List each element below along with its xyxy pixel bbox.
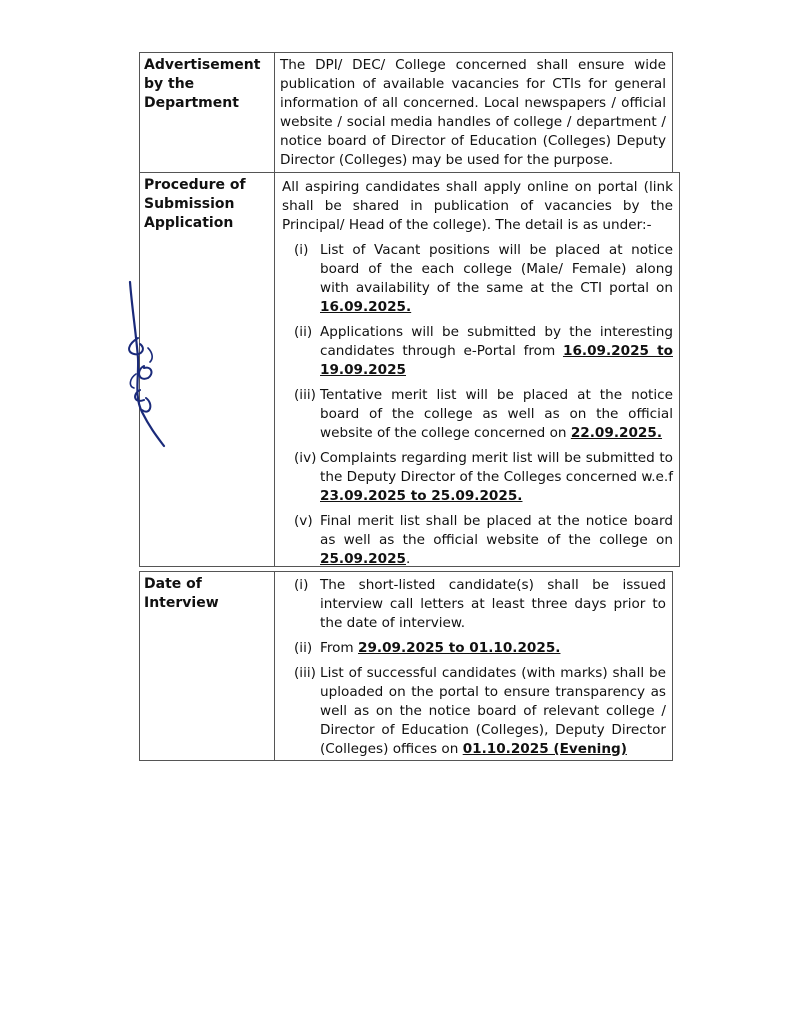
list-item-number: (ii): [294, 640, 313, 656]
column-divider: [274, 173, 275, 566]
list-item-number: (i): [294, 242, 309, 258]
list-item-date: 01.10.2025 (Evening): [462, 741, 627, 757]
list-item-text: [320, 512, 673, 569]
list-item-text: [320, 449, 673, 506]
list-item-number: (i): [294, 577, 309, 593]
list-item-number: (iii): [294, 387, 316, 403]
column-divider: [274, 53, 275, 172]
list-item-text: [320, 386, 673, 443]
list-item-text: [320, 576, 666, 633]
list-item-text: [320, 664, 666, 759]
list-item-date: 16.09.2025 to 19.09.2025: [320, 343, 673, 378]
list-item-number: (iii): [294, 665, 316, 681]
list-item-body: Complaints regarding merit list will be submitted to the Deputy Director of the Colleges concerned w.e.f: [320, 450, 673, 485]
row-label-advertisement: Advertisement by the Department: [144, 57, 261, 111]
list-item: [282, 323, 673, 380]
list-item: [282, 639, 666, 658]
list-item: [282, 576, 666, 633]
list-item-number: (iv): [294, 450, 317, 466]
list-item-body: The short-listed candidate(s) shall be issued interview call letters at least three days prior to the date of interview.: [320, 577, 666, 631]
list-item-body: Final merit list shall be placed at the notice board as well as the official website of the college on: [320, 513, 673, 548]
list-item-date: 23.09.2025 to 25.09.2025.: [320, 488, 523, 504]
interview-list: [282, 576, 666, 759]
list-item: [282, 664, 666, 759]
table-row-advertisement: [139, 52, 673, 173]
list-item-date: 25.09.2025: [320, 551, 406, 567]
list-item-body: List of successful candidates (with marks) shall be uploaded on the portal to ensure transparency as well as on the notice board of relevant college / Director of Education (Colleges), Deputy Director (Colleges) offices on: [320, 665, 666, 757]
row-label-interview: Date of Interview: [144, 576, 219, 611]
list-item-date: 22.09.2025.: [570, 425, 663, 441]
list-item: [282, 241, 673, 317]
row-label-procedure: Procedure of Submission Application: [144, 177, 246, 231]
interview-content: [282, 576, 666, 765]
list-item-text: [320, 241, 673, 317]
list-item-tail: .: [406, 551, 411, 567]
signature-image: [118, 278, 170, 450]
list-item-number: (ii): [294, 324, 313, 340]
list-item-text: [320, 323, 673, 380]
list-item-number: (v): [294, 513, 313, 529]
procedure-intro: All aspiring candidates shall apply online on portal (link shall be shared in publication of vacancies by the Principal/ Head of the college). The detail is as under:-: [282, 179, 673, 233]
list-item: [282, 512, 673, 569]
table-row-procedure: [139, 172, 680, 567]
procedure-content: [282, 178, 673, 575]
list-item-text: [320, 639, 666, 658]
procedure-list: [282, 241, 673, 569]
list-item: [282, 386, 673, 443]
list-item-body: Tentative merit list will be placed at the notice board of the college as well as on the official website of the college concerned on: [320, 387, 673, 441]
list-item-body: Applications will be submitted by the interesting candidates through e-Portal from: [320, 324, 673, 359]
table-row-interview: [139, 571, 673, 761]
list-item-date: 16.09.2025.: [320, 299, 412, 315]
list-item-body: From: [320, 640, 358, 656]
list-item: [282, 449, 673, 506]
list-item-date: 29.09.2025 to 01.10.2025.: [358, 640, 561, 656]
advertisement-text: The DPI/ DEC/ College concerned shall ensure wide publication of available vacancies for CTIs for general information of all concerned. Local newspapers / official website / social media handles of college / department / notice board of Director of Education (Colleges) Deputy Director (Colleges) may be used for the purpose.: [280, 57, 666, 168]
list-item-body: List of Vacant positions will be placed at notice board of the each college (Male/ Female) along with availability of the same at the CTI portal on: [320, 242, 673, 296]
column-divider: [274, 572, 275, 760]
